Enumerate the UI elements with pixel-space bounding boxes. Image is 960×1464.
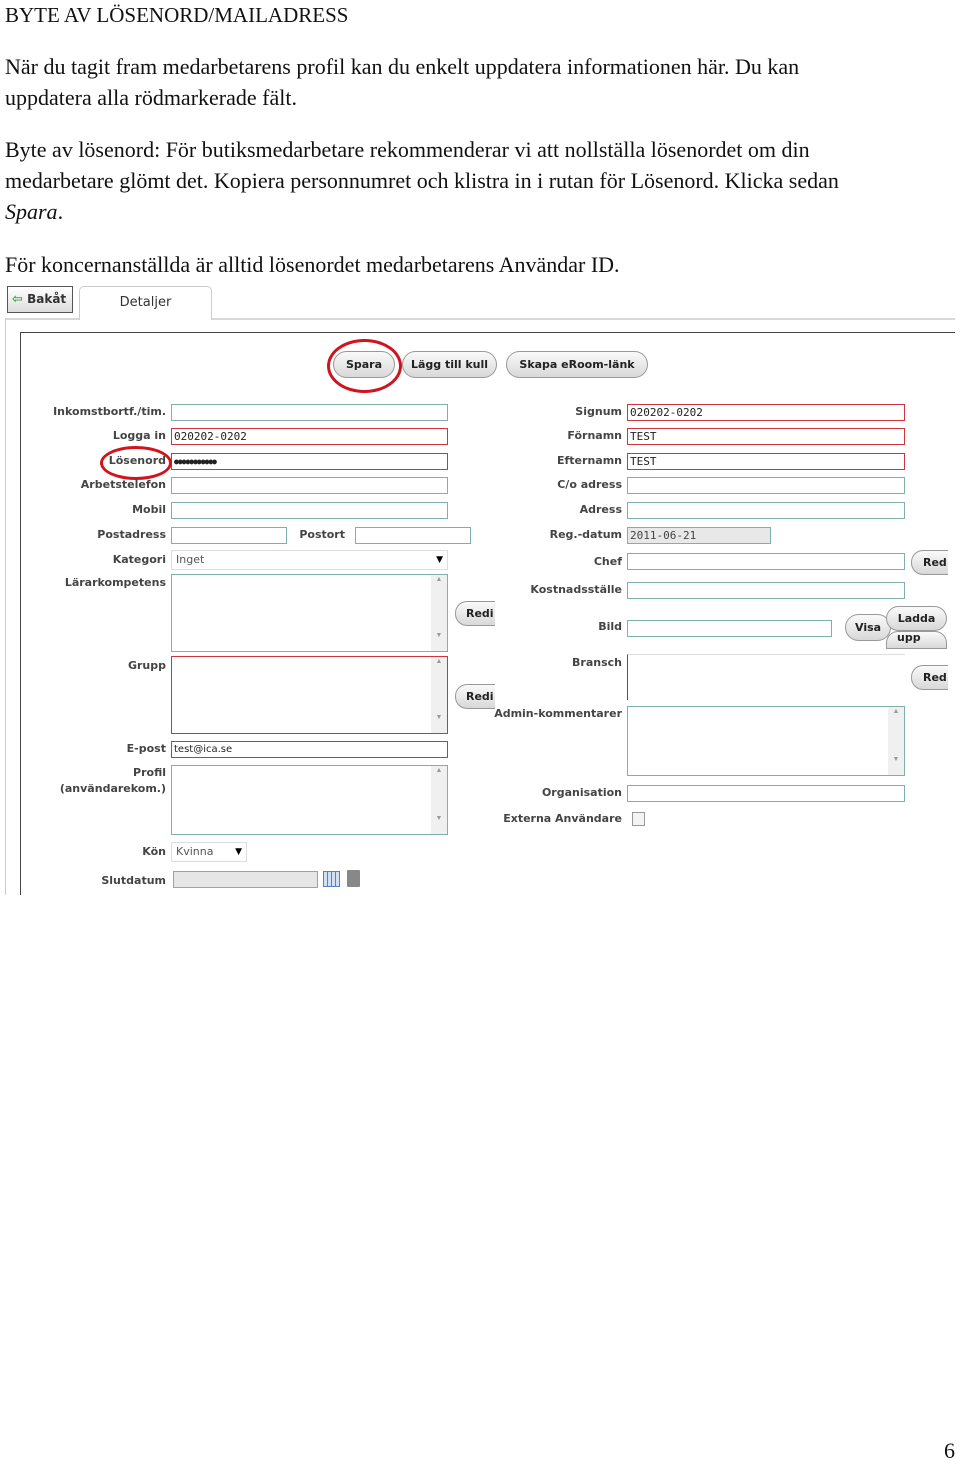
paragraph-1-line-1: När du tagit fram medarbetarens profil kan du enkelt uppdatera informationen här. Du kan <box>5 54 800 79</box>
edit-branch-button[interactable]: Red <box>911 665 948 690</box>
scrollbar[interactable]: ▲ ▼ <box>431 766 447 834</box>
show-button[interactable]: Visa <box>845 614 891 641</box>
co-address-label: C/o adress <box>557 478 622 491</box>
workphone-input[interactable] <box>171 477 448 494</box>
enddate-input[interactable] <box>173 871 318 888</box>
signum-label: Signum <box>575 405 622 418</box>
highlight-circle-password <box>100 446 172 480</box>
spara-emphasis: Spara <box>5 199 58 224</box>
heading: BYTE AV LÖSENORD/MAILADRESS <box>5 3 349 27</box>
tab-detaljer[interactable]: Detaljer <box>79 286 212 320</box>
firstname-label: Förnamn <box>567 429 622 442</box>
boss-input[interactable] <box>627 553 905 570</box>
lastname-input[interactable]: TEST <box>627 453 905 470</box>
address-label: Adress <box>579 503 622 516</box>
signum-input[interactable]: 020202-0202 <box>627 404 905 421</box>
gender-label: Kön <box>142 845 166 858</box>
income-input[interactable] <box>171 404 448 421</box>
paragraph-2-line-3 <box>5 196 63 227</box>
period: . <box>57 199 64 224</box>
regdate-label: Reg.-datum <box>549 528 622 541</box>
enddate-label: Slutdatum <box>101 874 166 887</box>
back-label: Bakåt <box>27 292 67 306</box>
login-input[interactable]: 020202-0202 <box>171 428 448 445</box>
organisation-label: Organisation <box>541 786 622 799</box>
scrollbar[interactable]: ▲ ▼ <box>431 657 447 733</box>
gender-select[interactable] <box>171 842 247 862</box>
edit-boss-button[interactable]: Red <box>911 550 948 575</box>
highlight-circle-save <box>327 339 402 393</box>
edit-group-button[interactable]: Redi <box>455 684 495 709</box>
picture-label: Bild <box>598 620 622 633</box>
login-label: Logga in <box>112 429 166 442</box>
create-eroom-link-button[interactable]: Skapa eRoom-länk <box>506 351 648 378</box>
postort-input[interactable] <box>355 527 471 544</box>
upload-button-continued[interactable]: upp <box>886 631 947 649</box>
branch-label: Bransch <box>572 656 622 669</box>
postaddress-input[interactable] <box>171 527 287 544</box>
address-input[interactable] <box>627 502 905 519</box>
profile-textarea[interactable] <box>171 765 448 835</box>
page-number: 6 <box>944 1438 955 1463</box>
mobile-label: Mobil <box>132 503 166 516</box>
scrollbar[interactable]: ▲ ▼ <box>888 707 904 775</box>
teacher-textarea[interactable] <box>171 574 448 652</box>
back-button[interactable] <box>7 286 73 313</box>
organisation-input[interactable] <box>627 785 905 802</box>
profile-label: Profil <box>133 766 166 779</box>
admin-comments-label: Admin-kommentarer <box>494 707 622 720</box>
group-textarea[interactable] <box>171 656 448 734</box>
teacher-label: Lärarkompetens <box>64 576 166 589</box>
paragraph-1-line-2: uppdatera alla rödmarkerade fält. <box>5 85 297 110</box>
panel-left-border <box>5 318 6 895</box>
external-user-checkbox[interactable] <box>632 812 645 826</box>
branch-field[interactable] <box>627 654 905 700</box>
back-arrow-icon: ⇦ <box>12 292 23 307</box>
email-label: E-post <box>126 742 166 755</box>
password-input[interactable]: ●●●●●●●●●●● <box>171 453 448 470</box>
add-litter-button[interactable]: Lägg till kull <box>402 351 497 378</box>
postaddress-label: Postadress <box>97 528 166 541</box>
postort-label: Postort <box>299 528 345 541</box>
workphone-label: Arbetstelefon <box>80 478 166 491</box>
boss-label: Chef <box>593 555 622 568</box>
save-button[interactable]: Spara <box>333 351 395 378</box>
income-label: Inkomstbortf./tim. <box>53 405 166 418</box>
email-input[interactable]: test@ica.se <box>171 741 448 758</box>
category-label: Kategori <box>112 553 166 566</box>
paragraph-2-line-1: Byte av lösenord: För butiksmedarbetare rekommenderar vi att nollställa lösenordet om din <box>5 137 810 162</box>
category-value: Inget <box>176 553 205 566</box>
upload-button[interactable]: Ladda <box>886 606 947 631</box>
chevron-down-icon: ▼ <box>436 555 443 565</box>
external-user-label: Externa Användare <box>503 812 622 825</box>
trash-icon[interactable] <box>347 870 360 887</box>
firstname-input[interactable]: TEST <box>627 428 905 445</box>
regdate-input: 2011-06-21 <box>627 527 771 544</box>
group-label: Grupp <box>127 659 166 672</box>
paragraph-3: För koncernanställda är alltid lösenordet medarbetarens Användar ID. <box>5 252 620 277</box>
costcenter-input[interactable] <box>627 582 905 599</box>
costcenter-label: Kostnadsställe <box>530 583 622 596</box>
gender-value: Kvinna <box>176 845 214 858</box>
chevron-down-icon: ▼ <box>235 847 242 857</box>
lastname-label: Efternamn <box>557 454 622 467</box>
edit-teacher-button[interactable]: Redi <box>455 601 495 626</box>
category-select[interactable] <box>171 550 448 570</box>
profile-sublabel: (användarekom.) <box>59 782 166 795</box>
scrollbar[interactable]: ▲ ▼ <box>431 575 447 651</box>
co-address-input[interactable] <box>627 477 905 494</box>
password-label: Lösenord <box>108 454 166 467</box>
calendar-icon[interactable] <box>323 871 340 887</box>
paragraph-2-line-2: medarbetare glömt det. Kopiera personnumret och klistra in i rutan för Lösenord. Klicka sedan <box>5 168 839 193</box>
picture-input[interactable] <box>627 620 832 637</box>
mobile-input[interactable] <box>171 502 448 519</box>
admin-comments-textarea[interactable] <box>627 706 905 776</box>
